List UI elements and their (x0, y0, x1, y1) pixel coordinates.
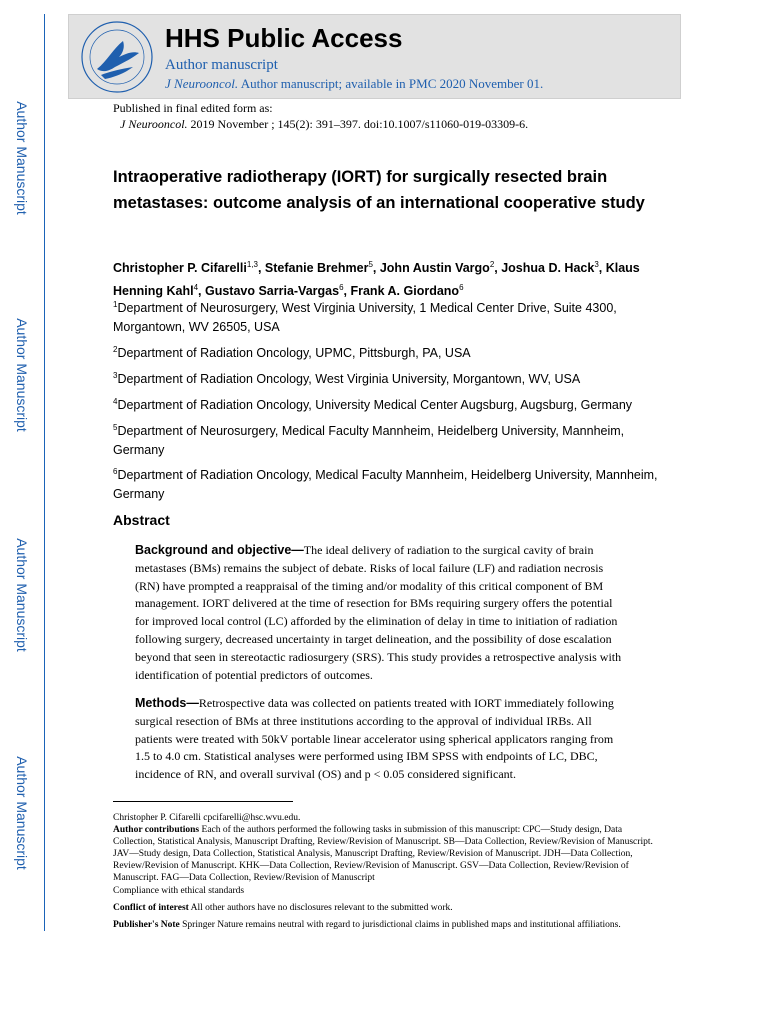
published-journal: J Neurooncol. (120, 117, 188, 131)
author-name: Joshua D. Hack (501, 261, 595, 276)
hhs-eagle-logo-icon (79, 19, 155, 95)
citation-text: 2019 November ; 145(2): 391–397. doi:10.1007/s11060-019-03309-6. (187, 117, 529, 131)
author-name: Stefanie Brehmer (264, 261, 369, 276)
affiliation-number: 6 (113, 467, 118, 476)
affiliation-text: Department of Neurosurgery, West Virginia University, 1 Medical Center Drive, Suite 4300, Morgantown, WV 26505, USA (113, 301, 617, 335)
availability-text: Author manuscript; available in PMC 2020 November 01. (238, 76, 544, 91)
affiliation (113, 392, 673, 415)
author-manuscript-subtitle: Author manuscript (165, 57, 278, 73)
affiliation-number: 4 (113, 397, 118, 406)
affiliation-text: Department of Radiation Oncology, Medical Faculty Mannheim, Heidelberg University, Mannheim, Germany (113, 468, 658, 502)
affiliation-number: 1 (113, 300, 118, 309)
publisher-text: Springer Nature remains neutral with regard to jurisdictional claims in published maps and institutional affiliations. (179, 920, 621, 930)
methods-lead: Methods— (135, 696, 199, 710)
author-separator: , (257, 261, 265, 276)
affiliation-number: 2 (113, 345, 118, 354)
abstract-methods (135, 695, 625, 784)
author-superscript: 3 (594, 260, 599, 269)
conflict-label: Conflict of interest (113, 903, 189, 913)
side-label-author-manuscript: Author Manuscript (14, 318, 30, 432)
methods-text: Retrospective data was collected on patients treated with IORT immediately following surgical resection of BMs at three institutions according to the approval of individual IRBs. All patients were treated with 50kV portable linear accelerator using spherical applicators ranging from 1.5 to 4.0 cm. Statistical analyses were performed using IBM SPSS with endpoints of LC, DBC, incidence of RN, and overall survival (OS) and p < 0.05 considered significant. (135, 696, 614, 782)
publisher-label: Publisher's Note (113, 920, 180, 930)
author-superscript: 1,3 (246, 260, 258, 269)
abstract-heading: Abstract (113, 512, 170, 528)
author-name: Klaus Henning Kahl (113, 261, 640, 299)
affiliation (113, 295, 673, 337)
article-title: Intraoperative radiotherapy (IORT) for surgically resected brain metastases: outcome analysis of an international cooperative study (113, 168, 645, 212)
affiliation-text: Department of Radiation Oncology, University Medical Center Augsburg, Augsburg, Germany (117, 398, 633, 413)
footnote-compliance: Compliance with ethical standards (113, 886, 245, 896)
side-label-author-manuscript: Author Manuscript (14, 538, 30, 652)
author-separator: , (372, 261, 380, 276)
side-label-author-manuscript: Author Manuscript (14, 101, 30, 215)
conflict-text: All other authors have no disclosures relevant to the submitted work. (188, 903, 453, 913)
journal-availability (165, 76, 543, 92)
author-name: Frank A. Giordano (350, 284, 460, 299)
footnote-divider (113, 801, 293, 802)
hhs-header (68, 14, 681, 99)
author-superscript: 6 (459, 283, 464, 293)
author-name: John Austin Vargo (379, 261, 490, 276)
contributions-label: Author contributions (113, 825, 200, 835)
abstract-background (135, 542, 625, 684)
author-name: Christopher P. Cifarelli (113, 261, 247, 276)
background-text: The ideal delivery of radiation to the surgical cavity of brain metastases (BMs) remains the subject of debate. Risks of local failure (LF) and radiation necrosis (RN) have prompted a reappraisal of the timing and/or modality of this critical component of BM management. IORT delivered at the time of resection for BMs requiring surgery offers the potential for improved local control (LC) afforded by the elimination of delay in time to initiation of radiation following surgery, decreased uncertainty in target delineation, and the possibility of dose escalation beyond that seen in stereotactic radiosurgery (SRS). This study provides a retrospective analysis with identification of potential predictors of outcomes. (135, 543, 622, 682)
journal-name: J Neurooncol. (165, 76, 239, 91)
affiliation (113, 366, 673, 389)
published-intro: Published in final edited form as: (113, 101, 273, 115)
background-lead: Background and objective— (135, 543, 304, 557)
author-separator: , (494, 261, 502, 276)
affiliation (113, 462, 673, 504)
footnote-contributions (113, 824, 658, 884)
author-superscript: 6 (339, 283, 344, 293)
published-citation (120, 117, 528, 132)
affiliation-text: Department of Radiation Oncology, West Virginia University, Morgantown, WV, USA (117, 372, 581, 387)
author-separator: , (343, 284, 351, 299)
affiliation-number: 3 (113, 371, 118, 380)
affiliation (113, 418, 673, 460)
affiliation-text: Department of Neurosurgery, Medical Faculty Mannheim, Heidelberg University, Mannheim, Germany (113, 424, 625, 458)
author-superscript: 4 (193, 283, 199, 293)
author-separator: , (598, 261, 606, 276)
footnote-publisher (113, 919, 658, 931)
side-rail (0, 0, 48, 1024)
author-superscript: 5 (368, 260, 373, 269)
author-name: Gustavo Sarria-Vargas (204, 284, 340, 299)
affiliation-number: 5 (113, 423, 118, 432)
contributions-text: Each of the authors performed the following tasks in submission of this manuscript: CPC—Study design, Data Collection, Statistical Analysis, Manuscript Drafting, Review/Revision of Manuscript. SB—Data Collection, Review/Revision of Manuscript. JAV—Study design, Data Collection, Statistical Analysis, Manuscript Drafting, Review/Revision of Manuscript. JDH—Data Collection, Review/Revision of Manuscript. KHK—Data Collection, Review/Revision of Manuscript. GSV—Data Collection, Review/Revision of Manuscript. FAG—Data Collection, Review/Revision of Manuscript (113, 825, 653, 883)
hhs-title: HHS Public Access (165, 23, 403, 53)
author-superscript: 2 (489, 260, 495, 269)
side-label-author-manuscript: Author Manuscript (14, 756, 30, 870)
affiliation (113, 340, 673, 363)
footnote-conflict (113, 902, 658, 914)
side-divider-line (44, 14, 45, 931)
author-separator: , (198, 284, 205, 299)
affiliation-text: Department of Radiation Oncology, UPMC, Pittsburgh, PA, USA (117, 346, 471, 361)
footnote-correspondence: Christopher P. Cifarelli cpcifarelli@hsc.wvu.edu. (113, 813, 301, 823)
